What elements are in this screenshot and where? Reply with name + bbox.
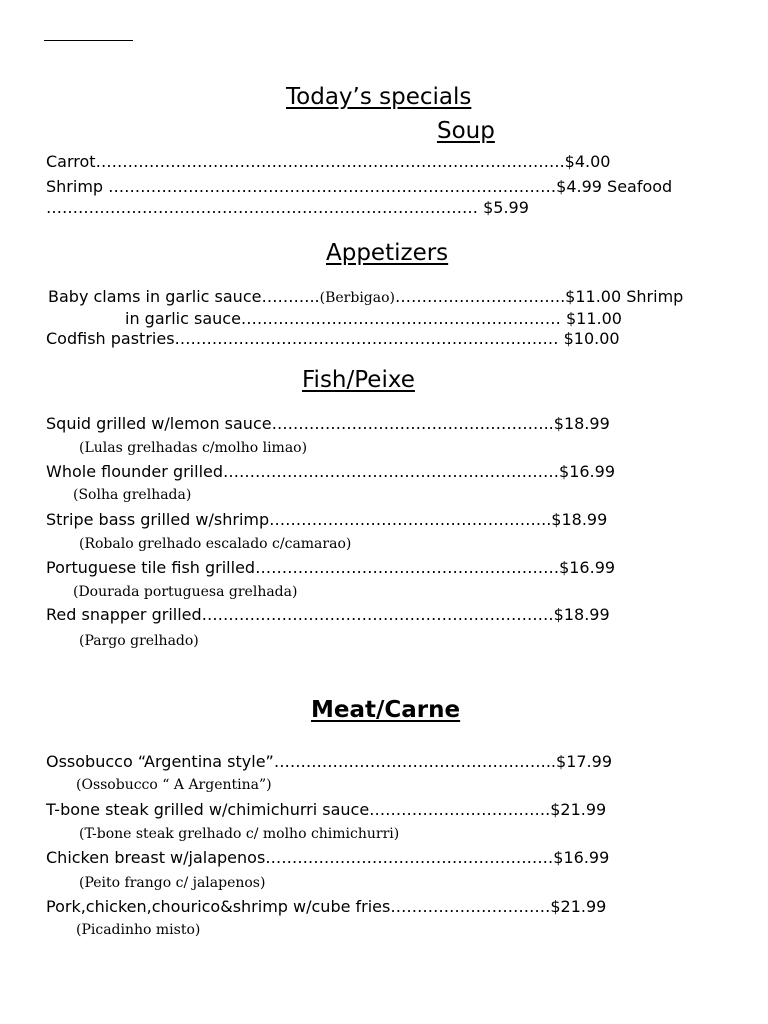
baby-clams-label: Baby clams in garlic sauce………..: [48, 287, 320, 306]
menu-item-flounder-translation: (Solha grelhada): [73, 487, 192, 503]
menu-item-flounder: Whole flounder grilled………………………………………………………$16.99: [46, 462, 615, 481]
menu-item-red-snapper-translation: (Pargo grelhado): [79, 633, 199, 649]
decorative-rule: [44, 40, 133, 41]
menu-item-chicken-breast-translation: (Peito frango c/ jalapenos): [79, 875, 266, 891]
menu-item-picadinho: Pork,chicken,chourico&shrimp w/cube fries…………………………$21.99: [46, 897, 607, 916]
menu-item-squid-translation: (Lulas grelhadas c/molho limao): [79, 440, 308, 456]
menu-item-t-bone-translation: (T-bone steak grelhado c/ molho chimichurri): [79, 826, 400, 842]
appetizers-heading: Appetizers: [326, 240, 449, 266]
menu-item-squid: Squid grilled w/lemon sauce……………………………………………..$18.99: [46, 414, 610, 433]
baby-clams-price: …………………………..$11.00 Shrimp: [395, 287, 684, 306]
meat-heading: Meat/Carne: [311, 697, 461, 723]
soup-heading: Soup: [437, 118, 495, 144]
menu-item-stripe-bass-translation: (Robalo grelhado escalado c/camarao): [79, 536, 352, 552]
menu-item-stripe-bass: Stripe bass grilled w/shrimp……………………………………………..$18.99: [46, 510, 608, 529]
menu-item-tile-fish-translation: (Dourada portuguesa grelhada): [73, 584, 298, 600]
menu-line-carrot: Carrot…………………………………………………………………………….$4.00: [46, 152, 611, 171]
menu-item-picadinho-translation: (Picadinho misto): [76, 922, 201, 938]
menu-line-garlic-shrimp: in garlic sauce…………………………………………………… $11.00: [125, 309, 622, 328]
baby-clams-translation: (Berbigao): [319, 290, 395, 306]
menu-line-baby-clams: [48, 287, 683, 306]
menu-item-red-snapper: Red snapper grilled…………………………………………………………$18.99: [46, 605, 610, 624]
menu-item-ossobucco-translation: (Ossobucco “ A Argentina”): [76, 777, 272, 793]
menu-item-t-bone: T-bone steak grilled w/chimichurri sauce…………………………….$21.99: [46, 800, 607, 819]
page-title: Today’s specials: [286, 84, 472, 110]
fish-heading: Fish/Peixe: [302, 367, 415, 393]
menu-item-chicken-breast: Chicken breast w/jalapenos………………………………………………$16.99: [46, 848, 610, 867]
menu-line-seafood-soup: ……………………………………………………………………… $5.99: [46, 198, 529, 217]
menu-item-tile-fish: Portuguese tile fish grilled…………………………………………………$16.99: [46, 558, 616, 577]
menu-item-ossobucco: Ossobucco “Argentina style”……………………………………………..$17.99: [46, 752, 612, 771]
menu-line-codfish: Codfish pastries……………………………………………………………… $10.00: [46, 329, 620, 348]
menu-line-shrimp-soup: Shrimp …………………………………………………………………………$4.99 Seafood: [46, 177, 673, 196]
